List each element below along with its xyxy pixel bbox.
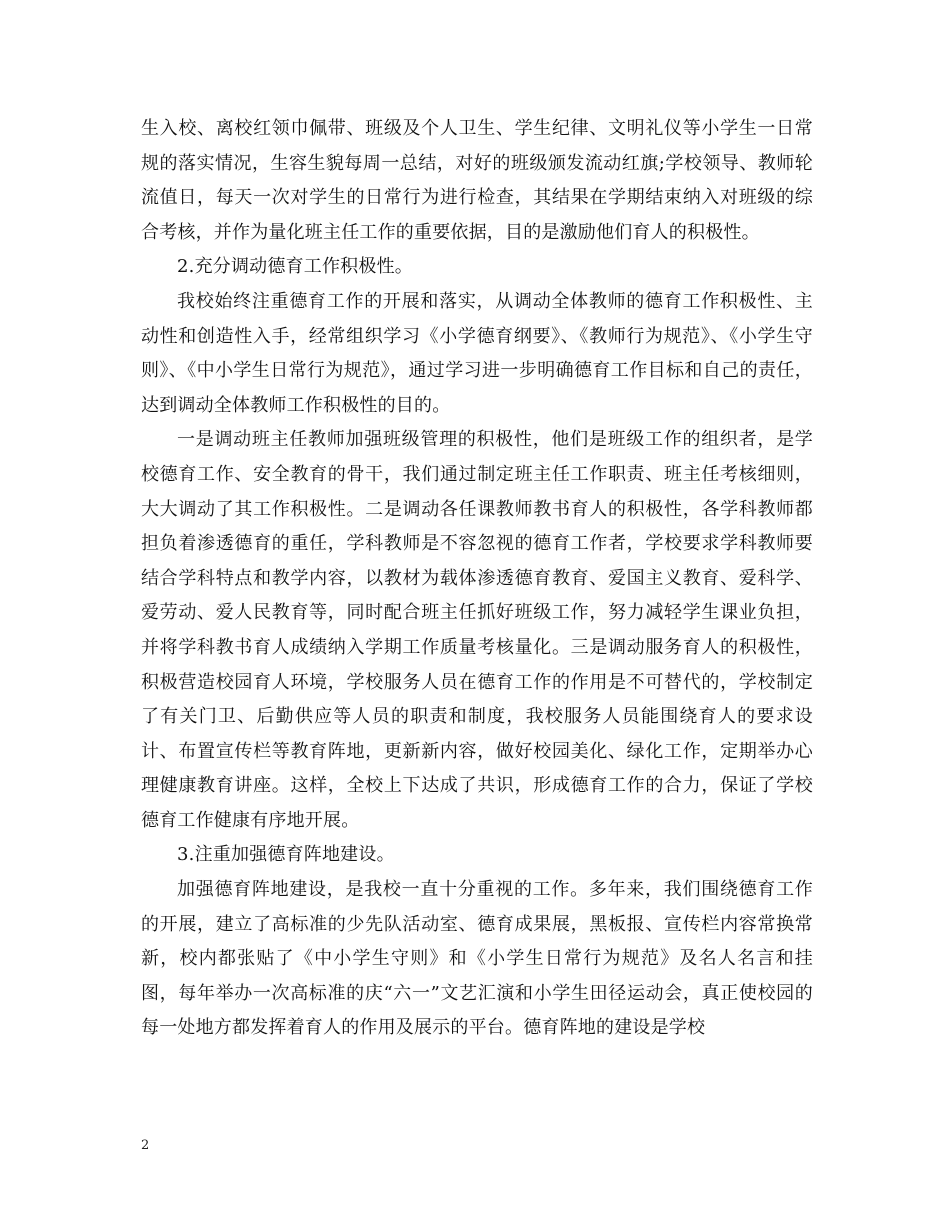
paragraph: 我校始终注重德育工作的开展和落实，从调动全体教师的德育工作积极性、主动性和创造性入手，经常组织学习《小学德育纲要》、《教师行为规范》、《小学生守则》、《中小学生日常行为规范》，通过学习进一步明确德育工作目标和自己的责任，达到调动全体教师工作积极性的目的。 bbox=[141, 290, 813, 416]
section-heading-2: 2.充分调动德育工作积极性。 bbox=[177, 256, 413, 278]
paragraph: 加强德育阵地建设，是我校一直十分重视的工作。多年来，我们围绕德育工作的开展，建立了高标准的少先队活动室、德育成果展，黑板报、宣传栏内容常换常新，校内都张贴了《中小学生守则》和《小学生日常行为规范》及名人名言和挂图，每年举办一次高标准的庆“六一”文艺汇演和小学生田径运动会，真正使校园的每一处地方都发挥着育人的作用及展示的平台。德育阵地的建设是学校 bbox=[141, 879, 813, 1039]
page-number: 2 bbox=[141, 1138, 150, 1153]
paragraph-continuation: 生入校、离校红领巾佩带、班级及个人卫生、学生纪律、文明礼仪等小学生一日常规的落实情况，生容生貌每周一总结，对好的班级颁发流动红旗;学校领导、教师轮流值日，每天一次对学生的日常行为进行检查，其结果在学期结束纳入对班级的综合考核，并作为量化班主任工作的重要依据，目的是激励他们育人的积极性。 bbox=[141, 118, 813, 243]
paragraph: 一是调动班主任教师加强班级管理的积极性，他们是班级工作的组织者，是学校德育工作、安全教育的骨干，我们通过制定班主任工作职责、班主任考核细则，大大调动了其工作积极性。二是调动各任课教师教书育人的积极性，各学科教师都担负着渗透德育的重任，学科教师是不容忽视的德育工作者，学校要求学科教师要结合学科特点和教学内容，以教材为载体渗透德育教育、爱国主义教育、爱科学、爱劳动、爱人民教育等，同时配合班主任抓好班级工作，努力减轻学生课业负担，并将学科教书育人成绩纳入学期工作质量考核量化。三是调动服务育人的积极性，积极营造校园育人环境，学校服务人员在德育工作的作用是不可替代的，学校制定了有关门卫、后勤供应等人员的职责和制度，我校服务人员能围绕育人的要求设计、布置宣传栏等教育阵地，更新新内容，做好校园美化、绿化工作，定期举办心理健康教育讲座。这样，全校上下达成了共识，形成德育工作的合力，保证了学校德育工作健康有序地开展。 bbox=[141, 429, 813, 831]
document-body bbox=[141, 112, 813, 1046]
section-heading-3: 3.注重加强德育阵地建设。 bbox=[177, 844, 395, 866]
